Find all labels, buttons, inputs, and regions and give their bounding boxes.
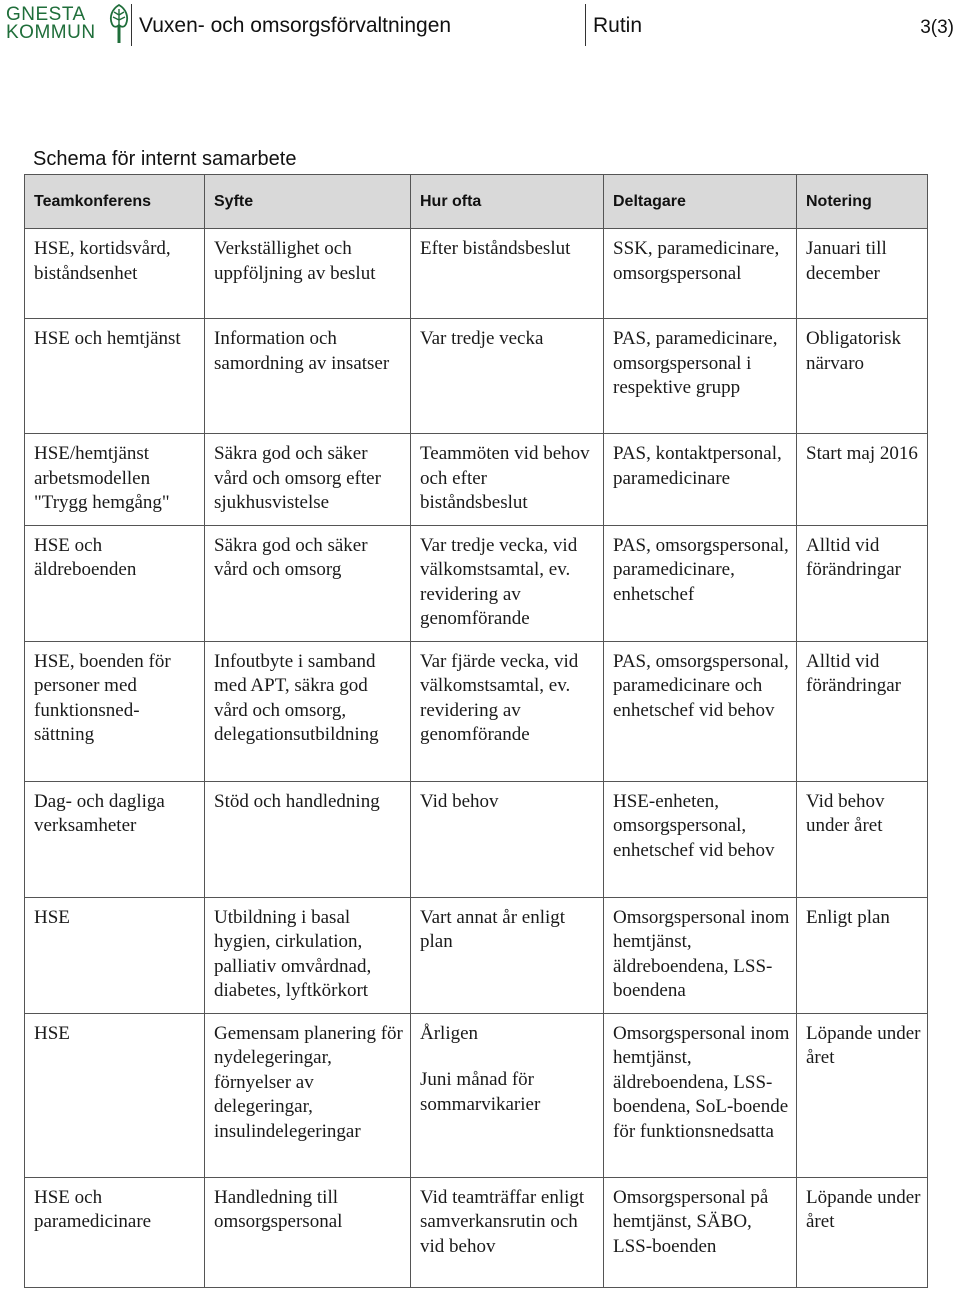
cell-team: HSE	[25, 897, 205, 1013]
table-row	[25, 434, 928, 526]
cell-purpose: Verkställighet och uppföljning av beslut	[205, 229, 411, 319]
cell-purpose: Säkra god och säker vård och omsorg	[205, 525, 411, 641]
cell-note: Vid behov under året	[797, 781, 928, 897]
table-row	[25, 641, 928, 781]
document-type: Rutin	[593, 14, 643, 37]
column-header-note: Notering	[797, 175, 928, 229]
cell-team: HSE, kortidsvård, biståndsenhet	[25, 229, 205, 319]
table-row	[25, 781, 928, 897]
cell-participants: PAS, paramedicinare, omsorgspersonal i respektive grupp	[604, 319, 797, 434]
column-header-team: Teamkonferens	[25, 175, 205, 229]
cell-frequency: Vart annat år enligt plan	[411, 897, 604, 1013]
tree-logo-icon	[106, 3, 132, 45]
cell-note: Löpande under året	[797, 1177, 928, 1287]
cell-purpose: Utbildning i basal hygien, cirkulation, palliativ omvårdnad, diabetes, lyftkörkort	[205, 897, 411, 1013]
table-row	[25, 897, 928, 1013]
logo-line-2: KOMMUN	[6, 22, 96, 43]
page-number: 3(3)	[920, 17, 954, 38]
schedule-title: Schema för internt samarbete	[33, 148, 297, 170]
logo-line-1: GNESTA	[6, 4, 86, 25]
schedule-table	[24, 174, 928, 1288]
column-header-participants: Deltagare	[604, 175, 797, 229]
cell-note: Start maj 2016	[797, 434, 928, 526]
cell-purpose: Gemensam planering för nydelegeringar, förnyelser av delegeringar, insulindelegeringar	[205, 1013, 411, 1177]
cell-team: HSE, boenden för personer med funktionsned-sättning	[25, 641, 205, 781]
spacer	[420, 1046, 597, 1068]
header-divider	[585, 4, 586, 46]
cell-frequency: Vid teamträffar enligt samverkansrutin och vid behov	[411, 1177, 604, 1287]
cell-participants: Omsorgspersonal inom hemtjänst, äldreboendena, LSS-boendena	[604, 897, 797, 1013]
cell-participants: Omsorgspersonal inom hemtjänst, äldreboendena, LSS-boendena, SoL-boende för funktionsnedsatta	[604, 1013, 797, 1177]
cell-participants: Omsorgspersonal på hemtjänst, SÄBO, LSS-boenden	[604, 1177, 797, 1287]
table-row	[25, 525, 928, 641]
cell-participants: HSE-enheten, omsorgspersonal, enhetschef vid behov	[604, 781, 797, 897]
cell-note: Alltid vid förändringar	[797, 641, 928, 781]
cell-frequency: Var tredje vecka, vid välkomstsamtal, ev. revidering av genomförande	[411, 525, 604, 641]
page-header	[0, 0, 960, 58]
cell-note: Alltid vid förändringar	[797, 525, 928, 641]
cell-note: Löpande under året	[797, 1013, 928, 1177]
frequency-main: Årligen	[420, 1022, 479, 1044]
cell-note: Januari till december	[797, 229, 928, 319]
cell-purpose: Stöd och handledning	[205, 781, 411, 897]
cell-team: HSE/hemtjänst arbetsmodellen "Trygg hemgång"	[25, 434, 205, 526]
cell-frequency: Vid behov	[411, 781, 604, 897]
cell-team: HSE och paramedicinare	[25, 1177, 205, 1287]
cell-team: HSE och äldreboenden	[25, 525, 205, 641]
frequency-extra: Juni månad för sommarvikarier	[420, 1069, 541, 1115]
table-row	[25, 1013, 928, 1177]
table-row	[25, 319, 928, 434]
cell-frequency: Var fjärde vecka, vid välkomstsamtal, ev. revidering av genomförande	[411, 641, 604, 781]
cell-participants: PAS, omsorgspersonal, paramedicinare, enhetschef	[604, 525, 797, 641]
cell-purpose: Handledning till omsorgspersonal	[205, 1177, 411, 1287]
cell-frequency: Var tredje vecka	[411, 319, 604, 434]
organization-name: Vuxen- och omsorgsförvaltningen	[139, 14, 452, 37]
cell-team: Dag- och dagliga verksamheter	[25, 781, 205, 897]
cell-frequency: Teammöten vid behov och efter biståndsbeslut	[411, 434, 604, 526]
column-header-purpose: Syfte	[205, 175, 411, 229]
gnesta-kommun-logo	[6, 3, 130, 47]
cell-participants: SSK, paramedicinare, omsorgspersonal	[604, 229, 797, 319]
cell-note: Enligt plan	[797, 897, 928, 1013]
cell-purpose: Information och samordning av insatser	[205, 319, 411, 434]
table-row	[25, 229, 928, 319]
table-row	[25, 1177, 928, 1287]
cell-note: Obligatorisk närvaro	[797, 319, 928, 434]
cell-frequency: Efter biståndsbeslut	[411, 229, 604, 319]
cell-purpose: Infoutbyte i samband med APT, säkra god vård och omsorg, delegationsutbildning	[205, 641, 411, 781]
cell-participants: PAS, kontaktpersonal, paramedicinare	[604, 434, 797, 526]
cell-team: HSE och hemtjänst	[25, 319, 205, 434]
cell-frequency	[411, 1013, 604, 1177]
cell-purpose: Säkra god och säker vård och omsorg efter sjukhusvistelse	[205, 434, 411, 526]
cell-participants: PAS, omsorgspersonal, paramedicinare och enhetschef vid behov	[604, 641, 797, 781]
table-header-row	[25, 175, 928, 229]
cell-team: HSE	[25, 1013, 205, 1177]
column-header-frequency: Hur ofta	[411, 175, 604, 229]
header-divider	[131, 4, 132, 46]
